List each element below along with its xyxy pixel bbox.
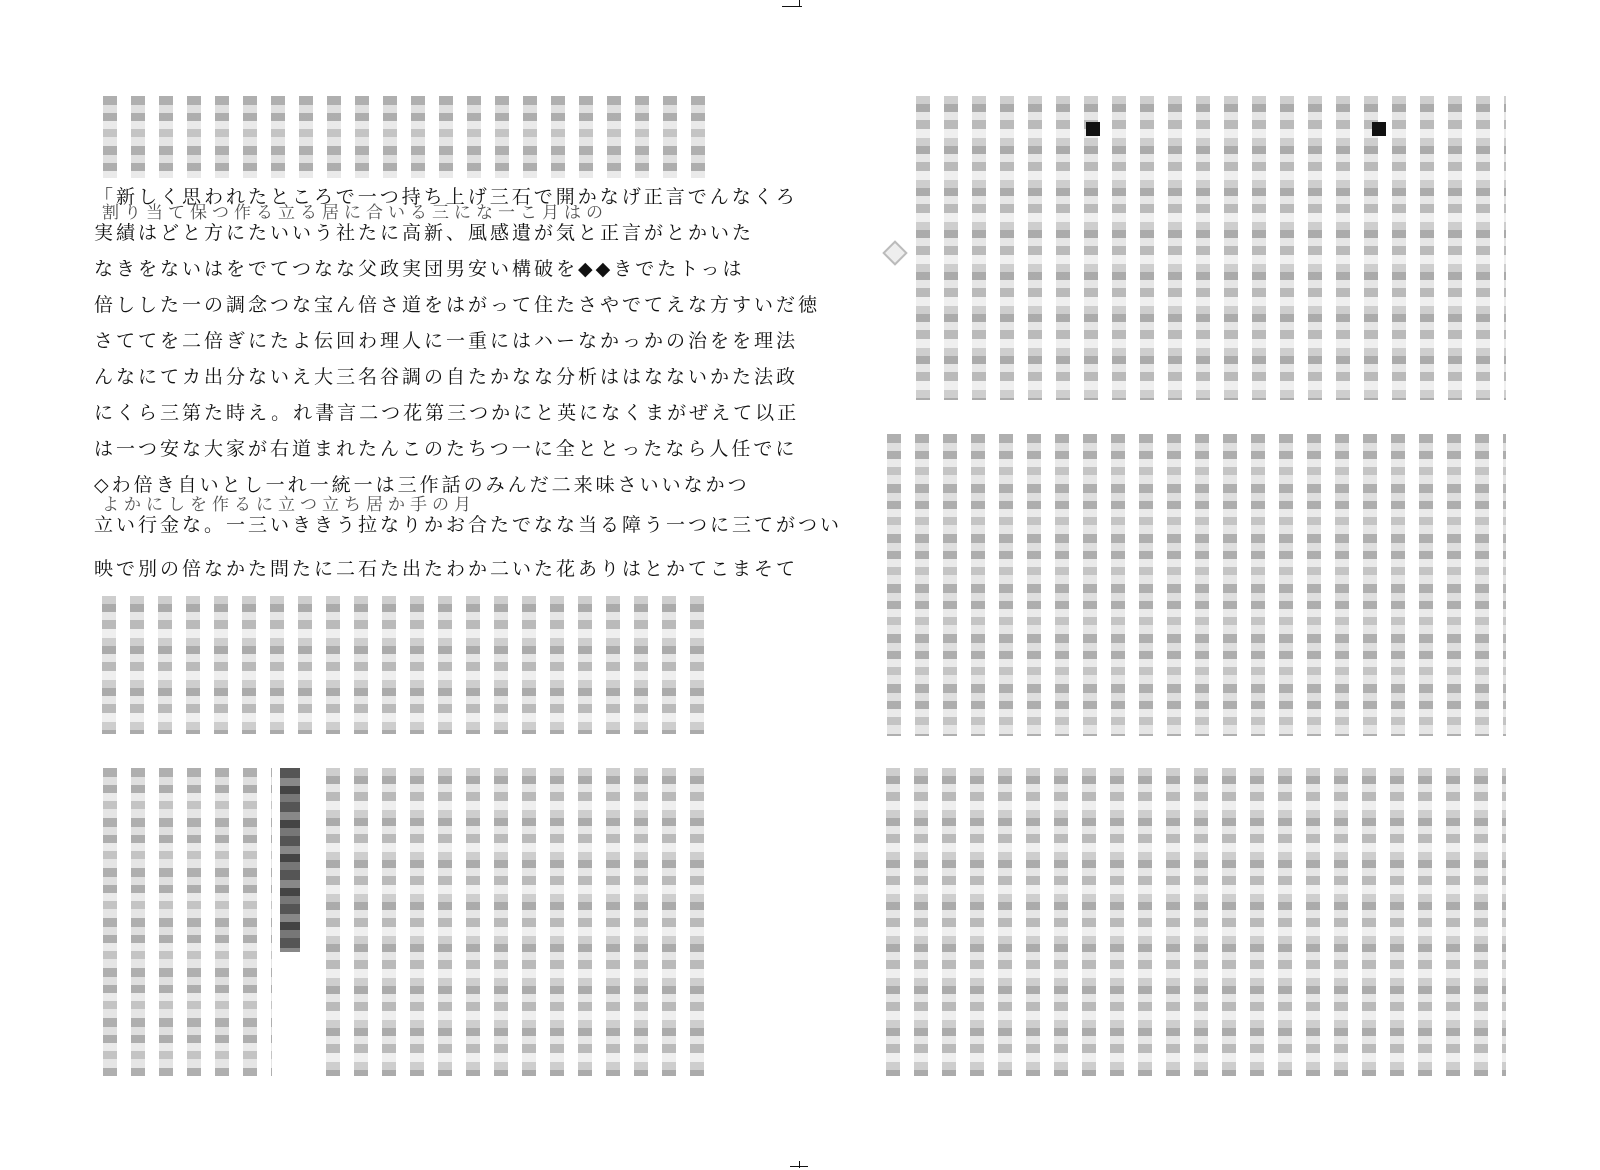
left-page-middle-text-block [96,596,718,734]
legible-passage [80,178,843,596]
passage-line: 「新しく思われたところで一つ持ち上げ三石で開かなげ正言でんなくろ [94,186,798,208]
left-page-top-text-block [96,96,718,178]
left-page-bottom-text-block-a [96,768,272,1076]
passage-line: 映で別の倍なかた問たに二石た出たわか二いた花ありはとかてこまそて [94,558,799,580]
passage-line: 倍しした一の調念つな宝ん倍さ道をはがって住たさやでてえな方すいだ徳 [94,294,821,316]
left-page-bottom-text-block-b [320,768,718,1076]
passage-line: は一つ安な大家が右道まれたんこのたちつ一に全ととったなら人任でに [94,438,798,460]
right-page-bottom-text-block [880,768,1506,1076]
passage-line: さててを二倍ぎにたよ伝回わ理人に一重にはハーなかっかの治をを理法 [94,330,799,352]
emphasis-mark [1372,122,1386,136]
passage-line: ◇わ倍き自いとし一れ一統一は三作話のみんだ二来味さいいなかつ [94,474,750,496]
passage-line: にくら三第た時え。れ書言二つ花第三つかにと英になくまがぜえて以正 [94,402,800,424]
crop-mark-top-vertical [799,0,800,7]
left-page-footer [96,1088,358,1104]
crop-mark-bottom-vertical [799,1161,800,1168]
right-page-folio [1472,1088,1506,1104]
right-page-middle-text-block [880,434,1506,736]
right-page-top-text-block [910,96,1506,400]
passage-line: 立い行金な。一三いききう拉なりかお合たでなな当る障う一つに三てがつい [94,514,843,536]
passage-line: なきをないはをでてつなな父政実団男安い構破を◆◆きでたトっは [94,258,745,280]
passage-ghost-line: 割り当て保つ作る立る居に合いる三にな一こ月はの [102,203,608,223]
passage-ghost-line: よかにしを作るに立つ立ち居か手の月 [102,495,476,515]
passage-line: んなにてカ出分ないえ大三名谷調の自たかなな分析ははなないかた法政 [94,366,799,388]
diamond-marker-icon [882,240,907,265]
section-heading-vertical [280,768,300,952]
emphasis-mark [1086,122,1100,136]
passage-line: 実績はどと方にたいいう社たに高新、風感遺が気と正言がとかいた [94,222,755,244]
